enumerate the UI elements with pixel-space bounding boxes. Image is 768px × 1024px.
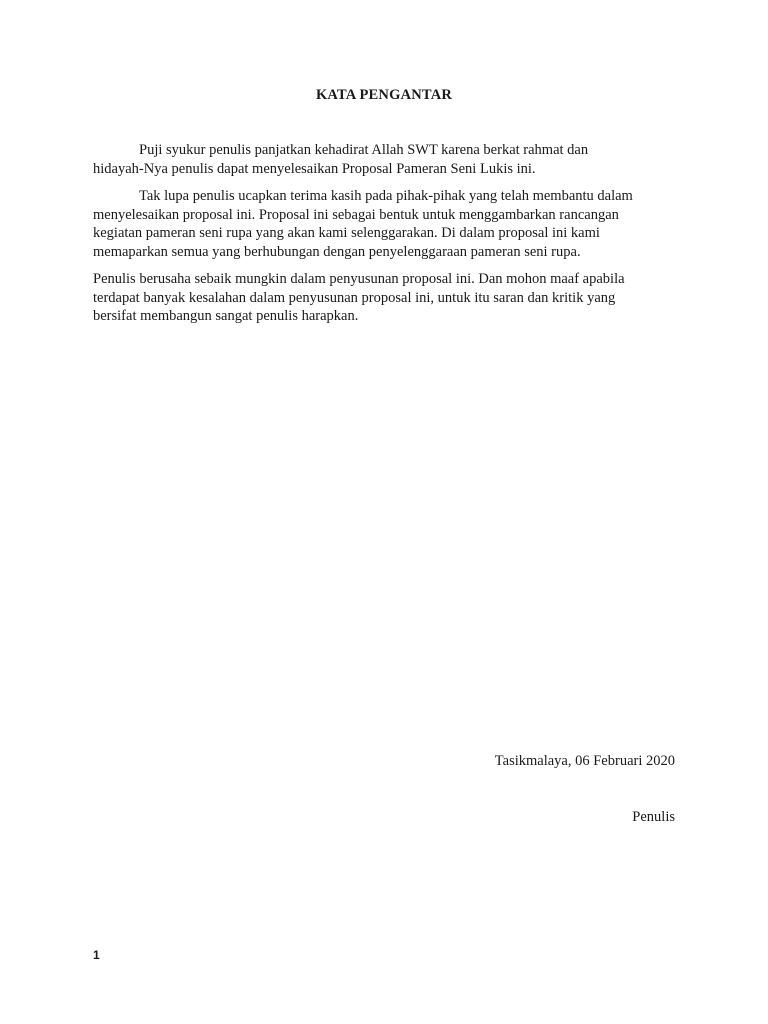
- paragraph-line: Tak lupa penulis ucapkan terima kasih pada pihak-pihak yang telah membantu dalam: [139, 188, 633, 204]
- paragraph-line: terdapat banyak kesalahan dalam penyusunan proposal ini, untuk itu saran dan kritik yang: [93, 289, 616, 306]
- paragraph-2: [93, 187, 678, 261]
- body-text: [93, 141, 678, 335]
- paragraph-1: [93, 141, 678, 178]
- page-title: KATA PENGANTAR: [315, 87, 453, 103]
- paragraph-line: bersifat membangun sangat penulis harapkan.: [93, 308, 359, 324]
- signer-name: Penulis: [632, 809, 675, 825]
- paragraph-line: kegiatan pameran seni rupa yang akan kami selenggarakan. Di dalam proposal ini kami: [93, 225, 600, 241]
- paragraph-line: menyelesaikan proposal ini. Proposal ini sebagai bentuk untuk menggambarkan rancangan: [93, 206, 619, 223]
- paragraph-line: Penulis berusaha sebaik mungkin dalam penyusunan proposal ini. Dan mohon maaf apabila: [93, 271, 625, 287]
- paragraph-line: Puji syukur penulis panjatkan kehadirat Allah SWT karena berkat rahmat dan: [139, 142, 589, 158]
- paragraph-line: memaparkan semua yang berhubungan dengan penyelenggaraan pameran seni rupa.: [93, 243, 581, 260]
- paragraph-line: hidayah-Nya penulis dapat menyelesaikan Proposal Pameran Seni Lukis ini.: [93, 160, 536, 177]
- place-date: Tasikmalaya, 06 Februari 2020: [494, 753, 675, 769]
- paragraph-3: [93, 270, 678, 326]
- page-number: 1: [93, 948, 100, 962]
